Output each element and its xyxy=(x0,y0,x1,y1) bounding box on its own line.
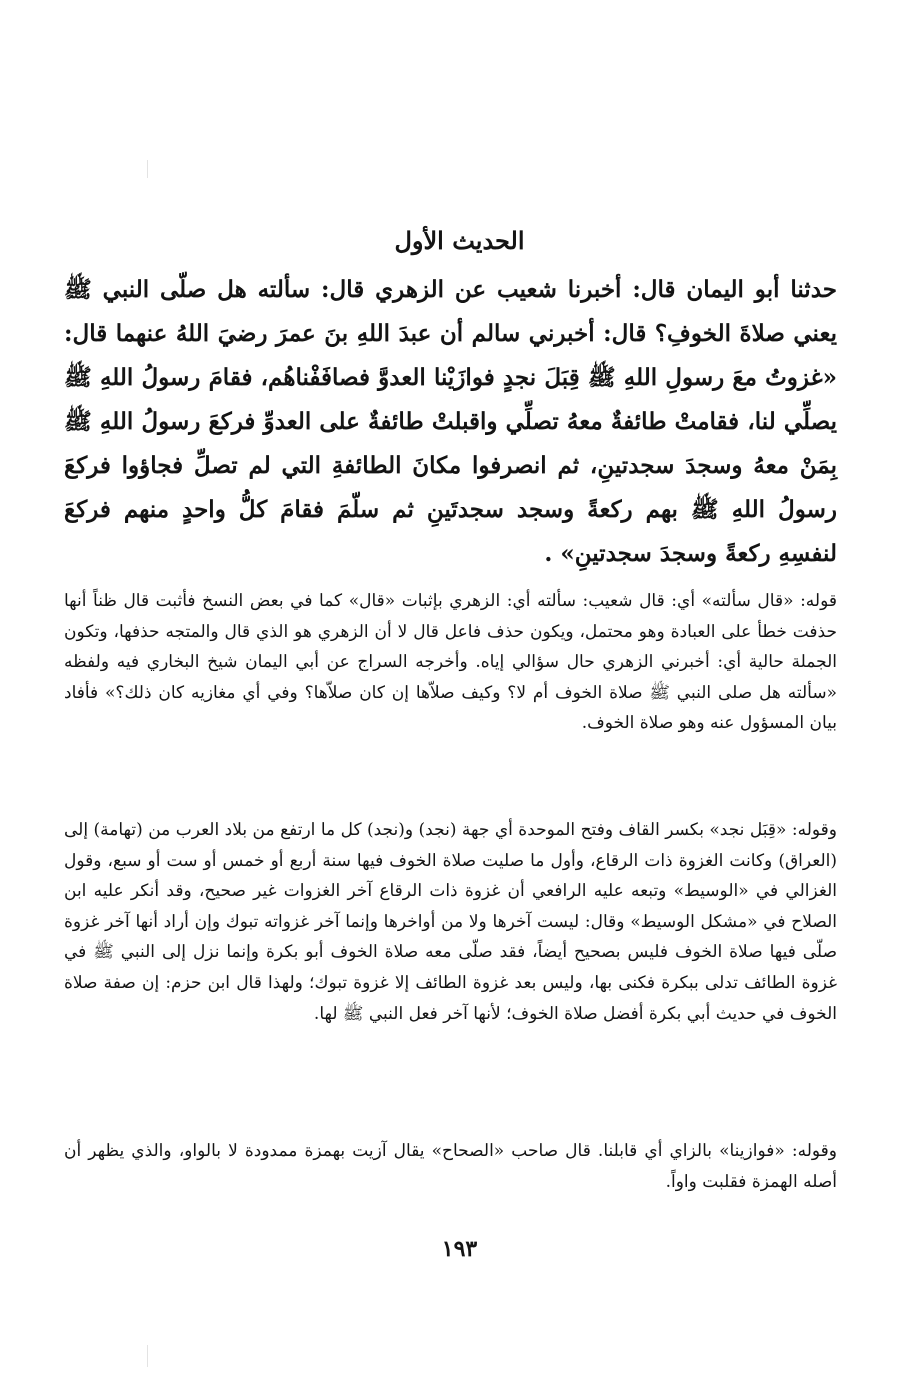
chapter-title: الحديث الأول xyxy=(394,226,525,255)
commentary-paragraph: قوله: «قال سألته» أي: قال شعيب: سألته أي: الزهري بإثبات «قال» كما في بعض النسخ فأثبت قال ظناً أنها حذفت خطأ على العبادة وهو محتمل، ويكون حذف فاعل قال لا أن الزهري هو الذي قال والمتجه حذفها، وتكون الجملة حالية أي: أخبرني الزهري حال سؤالي إياه. وأخرجه السراج عن أبي اليمان شيخ البخاري فيه ولفظه «سألته هل صلى النبي ﷺ صلاة الخوف أم لا؟ وكيف صلاّها إن كان صلاّها؟ وفي أي مغازيه كان ذلك؟» فأفاد بيان المسؤول عنه وهو صلاة الخوف. xyxy=(64,591,837,734)
hadith-text: حدثنا أبو اليمان قال: أخبرنا شعيب عن الزهري قال: سألته هل صلّى النبي ﷺ يعني صلاةَ الخوفِ؟ قال: أخبرني سالم أن عبدَ اللهِ بنَ عمرَ رضيَ اللهُ عنهما قال: «غزوتُ معَ رسولِ اللهِ ﷺ قِبَلَ نجدٍ فوازَيْنا العدوَّ فصافَفْناهُم، فقامَ رسولُ اللهِ ﷺ يصلِّي لنا، فقامتْ طائفةٌ معهُ تصلِّي واقبلتْ طائفةٌ على العدوِّ فركعَ رسولُ اللهِ ﷺ بِمَنْ معهُ وسجدَ سجدتينِ، ثم انصرفوا مكانَ الطائفةِ التي لم تصلِّ فجاؤوا فركعَ رسولُ اللهِ ﷺ بهم ركعةً وسجد سجدتَينِ ثم سلّمَ فقامَ كلُّ واحدٍ منهم فركعَ لنفسِهِ ركعةً وسجدَ سجدتينِ» . xyxy=(64,276,837,567)
bleed-through-mark xyxy=(147,160,148,178)
page-number: ١٩٣ xyxy=(441,1236,478,1262)
commentary-paragraph: وقوله: «فوازينا» بالزاي أي قابلنا. قال صاحب «الصحاح» يقال آزيت بهمزة ممدودة لا بالواو، والذي يظهر أن أصله الهمزة فقلبت واواً. xyxy=(64,1141,837,1192)
commentary-paragraph: وقوله: «قِبَل نجد» بكسر القاف وفتح الموحدة أي جهة (نجد) و(نجد) كل ما ارتفع من بلاد العرب من (تهامة) إلى (العراق) وكانت الغزوة ذات الرقاع، وأول ما صليت صلاة الخوف فيها سنة أربع أو خمس أو ست أو سبع، وقول الغزالي في «الوسيط» وتبعه عليه الرافعي أن غزوة ذات الرقاع آخر الغزوات غير صحيح، وقد أنكر عليه ابن الصلاح في «مشكل الوسيط» وقال: ليست آخرها ولا من أواخرها وإنما آخر غزواته تبوك وإن أراد أنها آخر غزوة صلّى فيها صلاة الخوف فليس بصحيح أيضاً، فقد صلّى معه صلاة الخوف أبو بكرة وإنما نزل إلى النبي ﷺ في غزوة الطائف تدلى ببكرة فكنى بها، وليس بعد غزوة الطائف إلا غزوة تبوك؛ ولهذا قال ابن حزم: إن صفة صلاة الخوف في حديث أبي بكرة أفضل صلاة الخوف؛ لأنها آخر فعل النبي ﷺ لها. xyxy=(64,820,837,1024)
bleed-through-mark xyxy=(147,1345,148,1367)
